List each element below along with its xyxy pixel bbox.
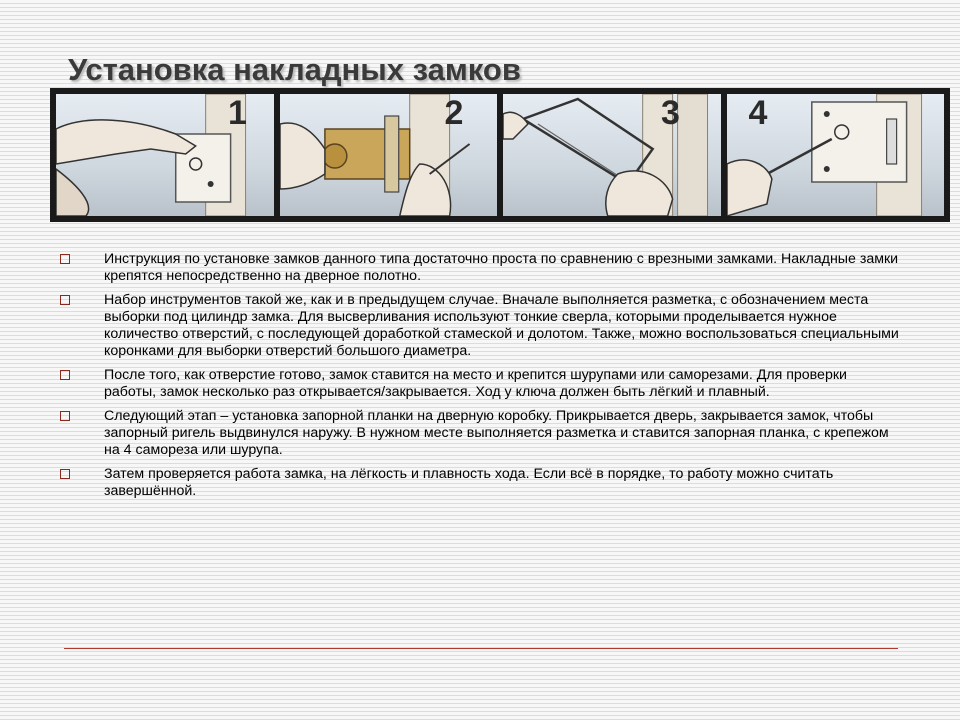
photo-panel-4 — [727, 94, 945, 216]
list-item — [60, 251, 900, 285]
square-bullet-icon — [60, 370, 70, 380]
slide-title: Установка накладных замков — [68, 52, 521, 87]
panel-number-1: 1 — [228, 94, 247, 132]
chisel-work-icon — [503, 94, 721, 216]
bullet-text: После того, как отверстие готово, замок ставится на место и крепится шурупами или саморезами. Для проверки работы, замок несколько раз открывается/закрывается. Ход у ключа должен быть лёгкий и плавный. — [104, 367, 847, 400]
bottom-divider — [64, 648, 898, 649]
list-item — [60, 292, 900, 360]
panel-number-4: 4 — [748, 94, 768, 132]
photo-panel-1 — [56, 94, 274, 216]
panel-number-2: 2 — [444, 94, 464, 132]
list-item — [60, 466, 900, 500]
photo-panel-2 — [280, 94, 498, 216]
square-bullet-icon — [60, 254, 70, 264]
bullet-text: Набор инструментов такой же, как и в предыдущем случае. Вначале выполняется разметка, с обозначением места выборки под цилиндр замка. Для высверливания используют тонкие сверла, которыми проделывается нужное количество отверстий, с последующей доработкой стамеской и долотом. Также, можно воспользоваться специальными коронками для выборки отверстий большого диаметра. — [104, 292, 899, 359]
bullet-text: Затем проверяется работа замка, на лёгкость и плавность хода. Если всё в порядке, то работу можно считать завершённой. — [104, 466, 834, 499]
bullet-list — [60, 251, 900, 507]
photo-panel-3 — [503, 94, 721, 216]
bullet-text: Следующий этап – установка запорной планки на дверную коробку. Прикрывается дверь, закрывается замок, чтобы запорный ригель выдвинулся наружу. В нужном месте выполняется разметка и ставится запорная планка, с крепежом на 4 самореза или шурупа. — [104, 408, 889, 458]
bullet-text: Инструкция по установке замков данного типа достаточно проста по сравнению с врезными замками. Накладные замки крепятся непосредственно на дверное полотно. — [104, 251, 899, 284]
lock-mounting-icon — [280, 94, 498, 216]
instruction-photo-strip — [50, 88, 950, 222]
list-item — [60, 367, 900, 401]
list-item — [60, 408, 900, 459]
square-bullet-icon — [60, 295, 70, 305]
square-bullet-icon — [60, 411, 70, 421]
square-bullet-icon — [60, 469, 70, 479]
panel-number-3: 3 — [661, 94, 680, 132]
